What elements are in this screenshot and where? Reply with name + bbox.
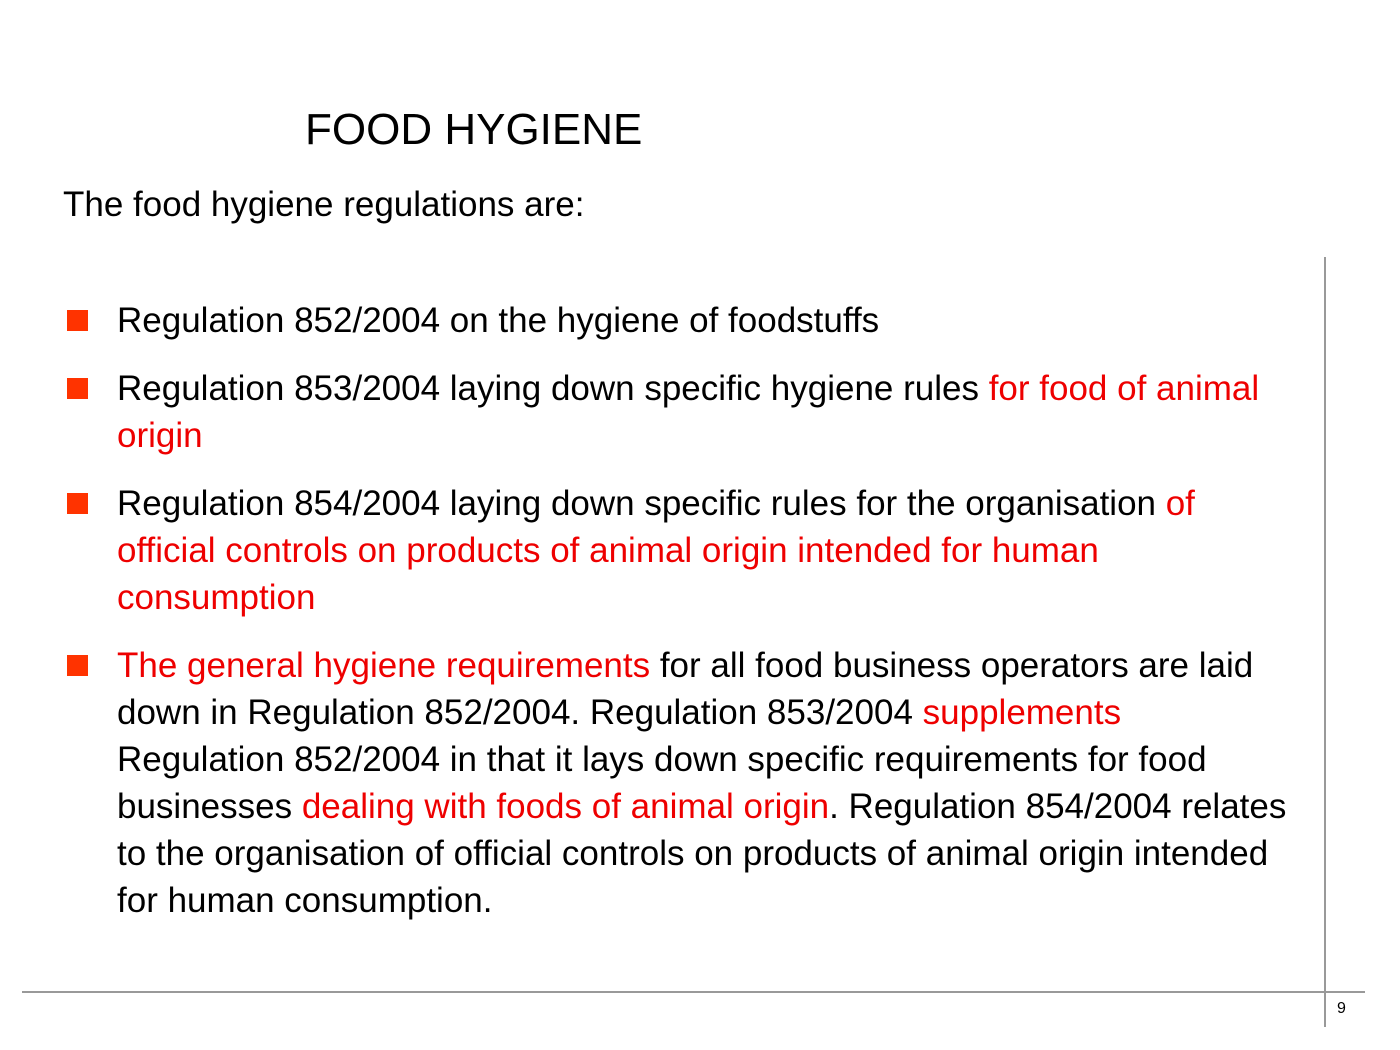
square-bullet-icon bbox=[67, 378, 88, 399]
bullet-segment: Regulation 853/2004 laying down specific hygiene rules bbox=[117, 369, 989, 408]
page-number: 9 bbox=[1337, 1000, 1346, 1017]
highlighted-segment: The general hygiene requirements bbox=[117, 646, 651, 685]
highlighted-segment: dealing with foods of animal origin bbox=[301, 787, 830, 826]
bullet-text bbox=[117, 646, 1286, 920]
horizontal-rule bbox=[22, 991, 1365, 993]
bullet-text bbox=[117, 301, 879, 340]
bullet-item bbox=[63, 365, 1288, 459]
bullet-segment: Regulation 852/2004 in that it lays down specific requirements for food businesses bbox=[117, 740, 1207, 826]
bullet-segment: Regulation 852/2004 on the hygiene of foodstuffs bbox=[117, 301, 880, 340]
bullet-list bbox=[63, 297, 1288, 945]
bullet-text bbox=[117, 484, 1195, 617]
highlighted-segment: supplements bbox=[922, 693, 1122, 732]
square-bullet-icon bbox=[67, 493, 88, 514]
highlighted-segment: of official controls on products of animal origin intended for human consumption bbox=[117, 484, 1195, 617]
bullet-segment: for all food business operators are laid down in Regulation 852/2004. Regulation 853/2004 bbox=[117, 646, 1254, 732]
slide-intro: The food hygiene regulations are: bbox=[63, 185, 585, 224]
bullet-item bbox=[63, 297, 1288, 344]
slide-title: FOOD HYGIENE bbox=[305, 105, 643, 154]
bullet-segment: Regulation 854/2004 laying down specific rules for the organisation bbox=[117, 484, 1166, 523]
bullet-item bbox=[63, 642, 1288, 924]
vertical-rule bbox=[1324, 257, 1326, 1027]
highlighted-segment: for food of animal origin bbox=[117, 369, 1260, 455]
square-bullet-icon bbox=[67, 655, 88, 676]
square-bullet-icon bbox=[67, 310, 88, 331]
bullet-segment: . Regulation 854/2004 relates to the organisation of official controls on products of animal origin intended for human consumption. bbox=[117, 787, 1287, 920]
bullet-item bbox=[63, 480, 1288, 621]
bullet-text bbox=[117, 369, 1259, 455]
